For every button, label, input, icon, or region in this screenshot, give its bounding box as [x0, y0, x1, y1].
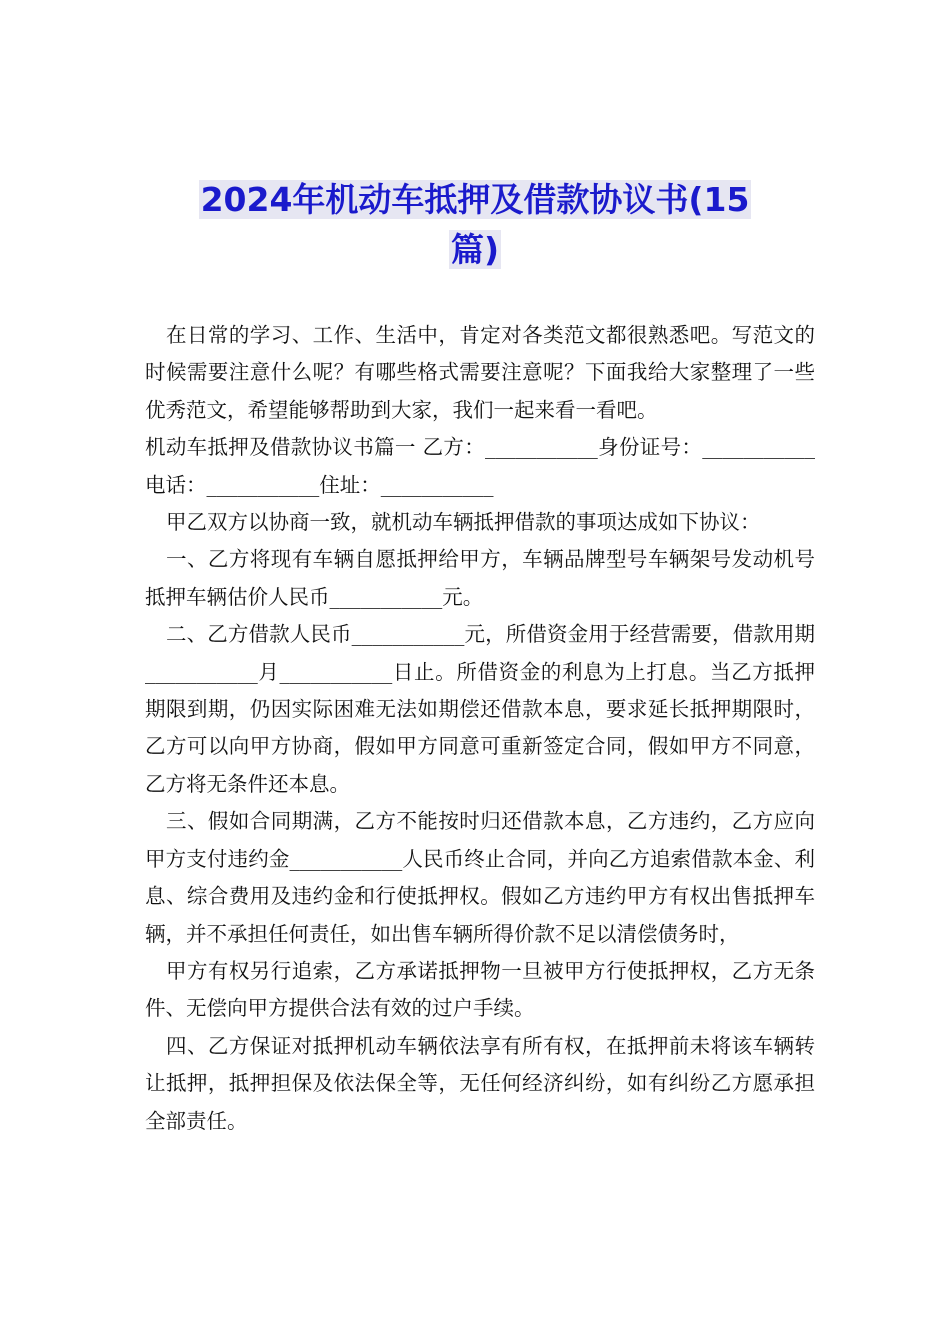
agreement-preamble: 甲乙双方以协商一致，就机动车辆抵押借款的事项达成如下协议： [166, 510, 761, 535]
clause-2: 二、乙方借款人民币___________元，所借资金用于经营需要，借款用期___________月___________日止。所借资金的利息为上打息。当乙方抵押期限到期，仍因实际困难无法如期偿还借款本息，要求延长抵押期限时，乙方可以向甲方协商，假如甲方同意可重新签定合同，假如甲方不同意，乙方将无条件还本息。 [145, 622, 815, 796]
agreement-header-paragraph: 机动车抵押及借款协议书篇一 乙方：___________身份证号：___________电话：___________住址：___________ [145, 435, 815, 497]
intro-paragraph: 在日常的学习、工作、生活中，肯定对各类范文都很熟悉吧。写范文的时候需要注意什么呢？有哪些格式需要注意呢？下面我给大家整理了一些优秀范文，希望能够帮助到大家，我们一起来看一看吧。 [145, 323, 815, 422]
clause-3-continued: 甲方有权另行追索，乙方承诺抵押物一旦被甲方行使抵押权，乙方无条件、无偿向甲方提供合法有效的过户手续。 [145, 958, 815, 1021]
document-body [145, 317, 815, 1140]
document-title-line-2 [0, 228, 950, 272]
title-text-1: 2024年机动车抵押及借款协议书(15 [200, 180, 750, 219]
document-title-line-1 [0, 178, 950, 222]
clause-4: 四、乙方保证对抵押机动车辆依法享有所有权，在抵押前未将该车辆转让抵押，抵押担保及依法保全等，无任何经济纠纷，如有纠纷乙方愿承担全部责任。 [145, 1033, 815, 1133]
title-text-2: 篇) [450, 230, 500, 269]
clause-1: 一、乙方将现有车辆自愿抵押给甲方，车辆品牌型号车辆架号发动机号抵押车辆估价人民币___________元。 [145, 547, 815, 609]
clause-3: 三、假如合同期满，乙方不能按时归还借款本息，乙方违约，乙方应向甲方支付违约金___________人民币终止合同，并向乙方追索借款本金、利息、综合费用及违约金和行使抵押权。假如乙方违约甲方有权出售抵押车辆，并不承担任何责任，如出售车辆所得价款不足以清偿债务时， [145, 809, 815, 946]
